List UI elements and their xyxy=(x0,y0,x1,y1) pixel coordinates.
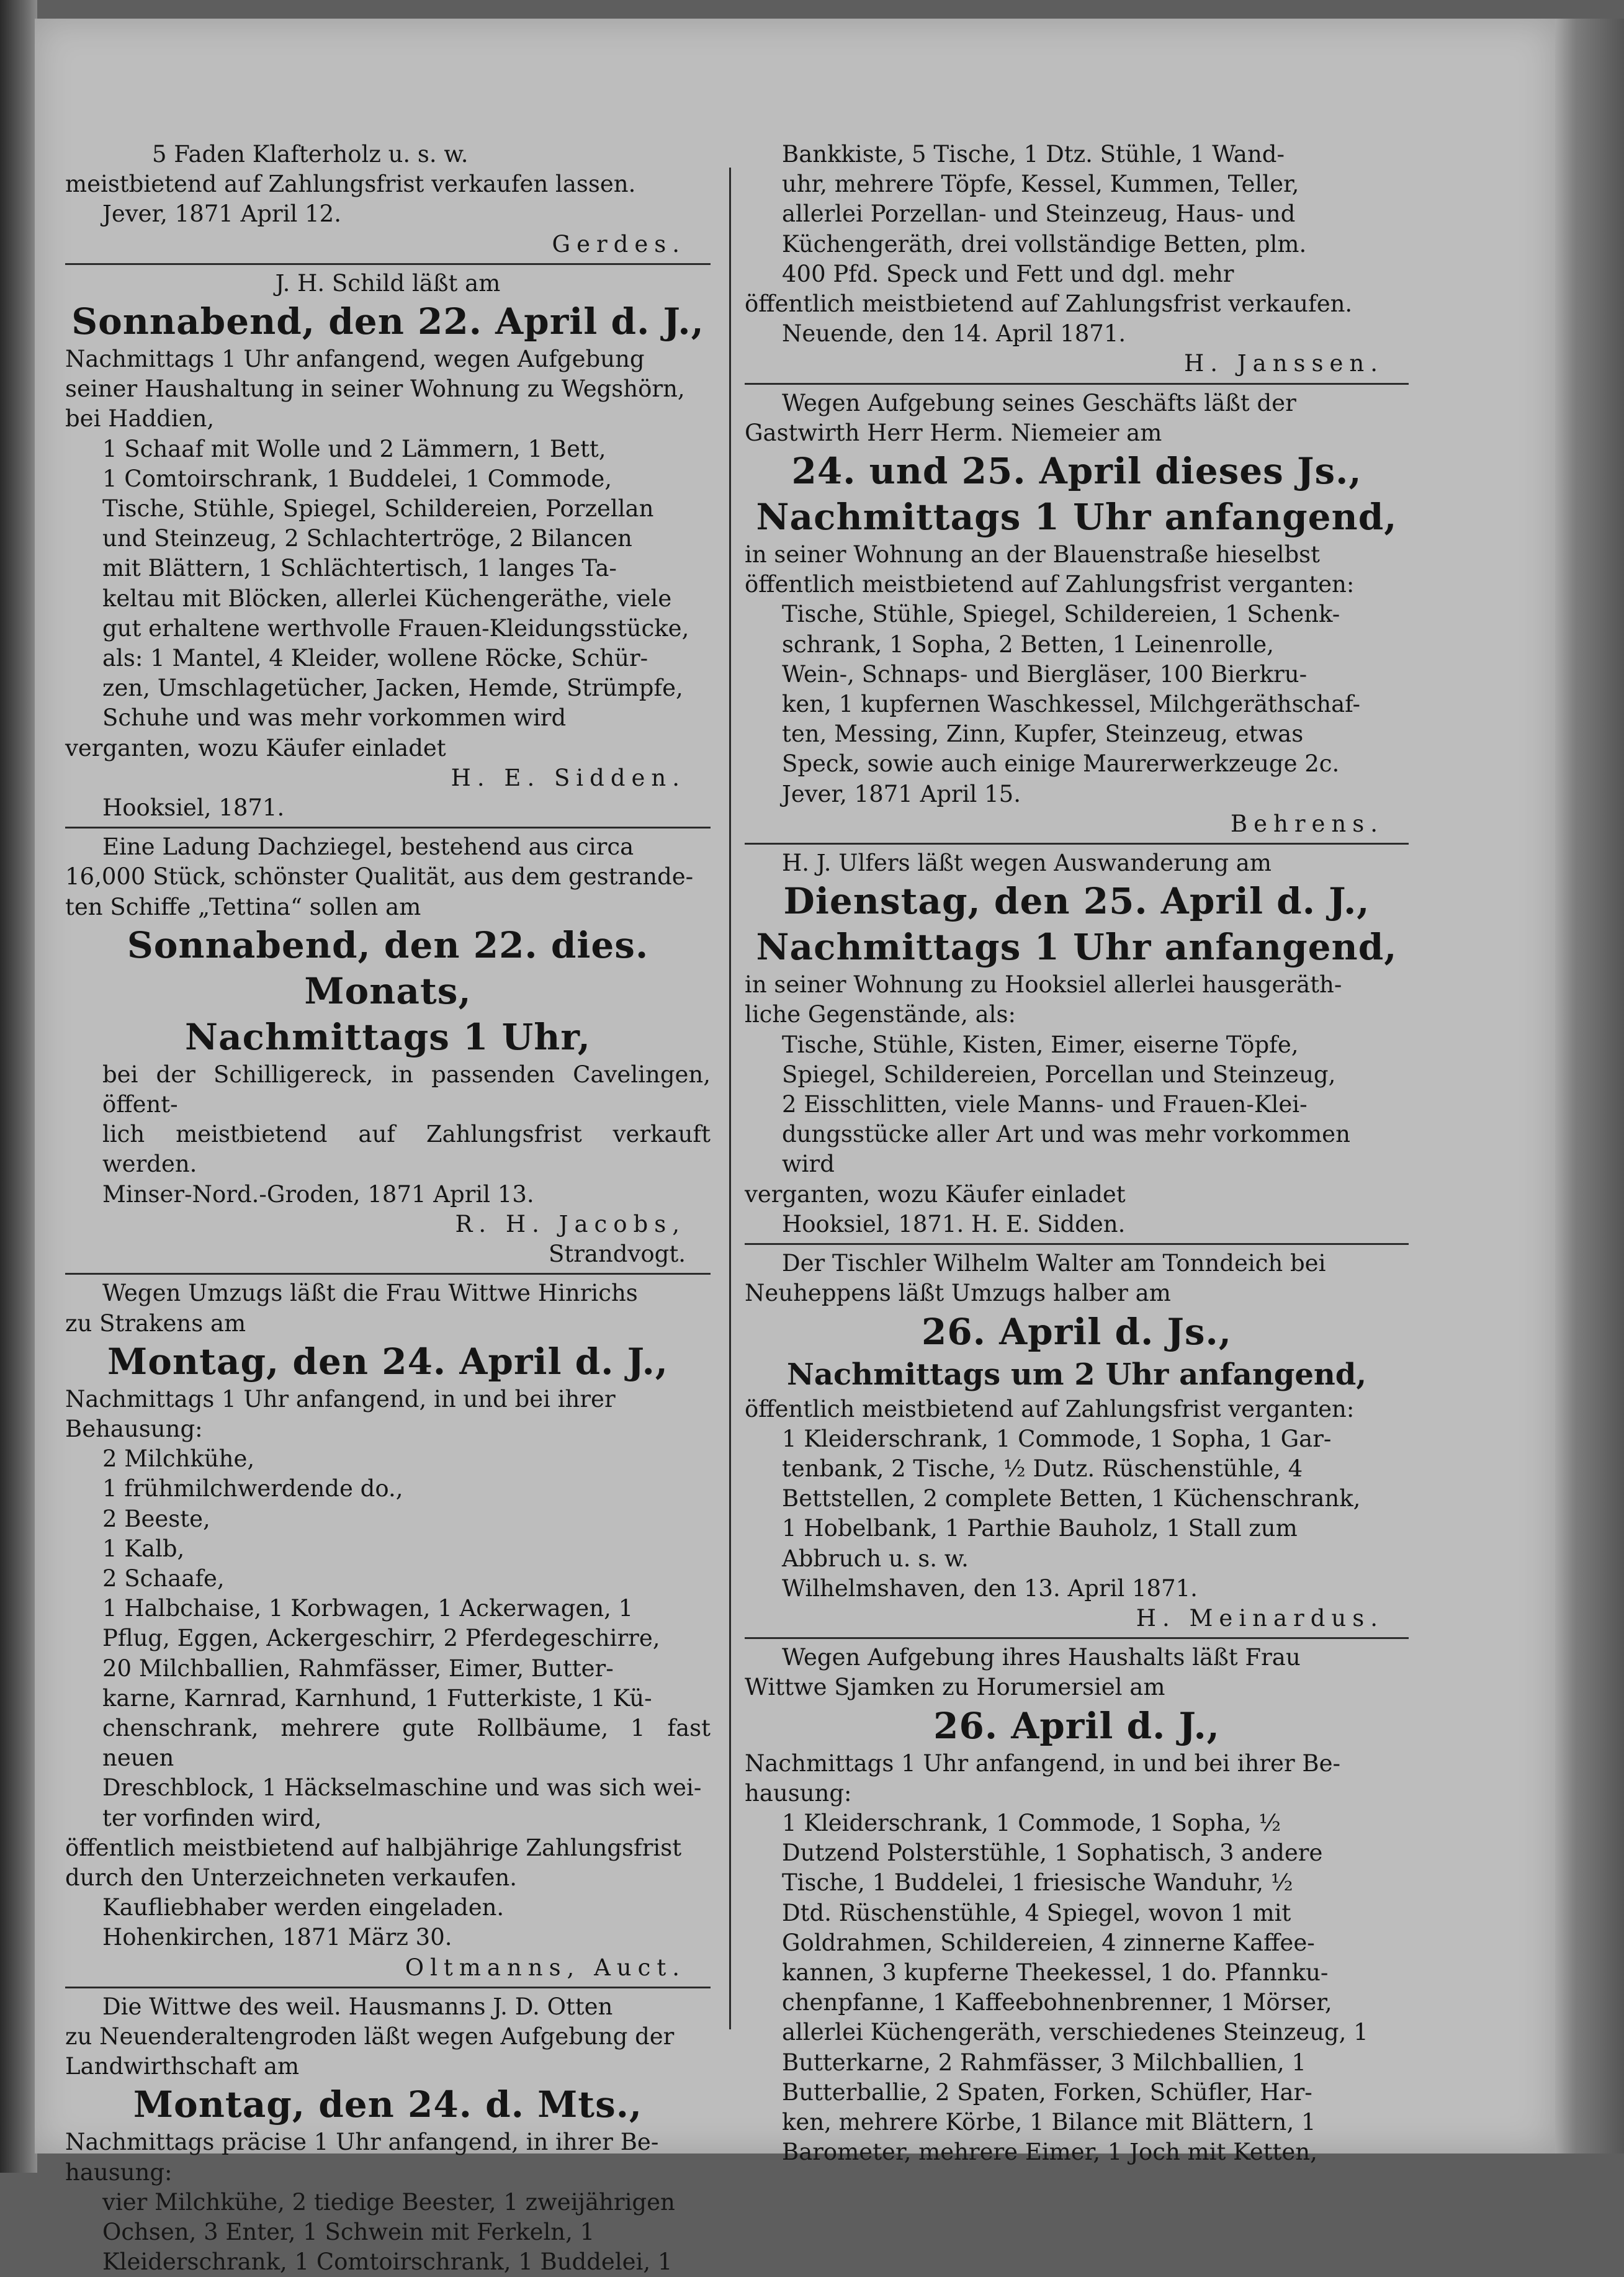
notice-line: öffentlich meistbietend auf Zahlungsfrist verganten: xyxy=(745,1395,1355,1422)
notice-line: 2 Eisschlitten, viele Manns- und Frauen-Klei- xyxy=(782,1091,1308,1118)
notice-date-headline: Nachmittags um 2 Uhr anfangend, xyxy=(786,1357,1367,1392)
notice-date-headline: 26. April d. Js., xyxy=(922,1310,1232,1353)
notice-date-headline: Nachmittags 1 Uhr, xyxy=(185,1015,591,1058)
notice-line: Dutzend Polsterstühle, 1 Sophatisch, 3 andere xyxy=(782,1839,1323,1867)
notice-line: 1 frühmilchwerdende do., xyxy=(102,1475,403,1502)
notice-line: Spiegel, Schildereien, Porcellan und Steinzeug, xyxy=(782,1061,1336,1088)
notice-line: zen, Umschlagetücher, Jacken, Hemde, Strümpfe, xyxy=(102,675,683,702)
notice-line: Nachmittags 1 Uhr anfangend, wegen Aufgebung xyxy=(65,346,645,373)
notice-line: kannen, 3 kupferne Theekessel, 1 do. Pfannku- xyxy=(782,1959,1329,1986)
auction-notice xyxy=(745,388,1409,839)
notice-signature: Behrens. xyxy=(1230,810,1384,837)
notice-line: 2 Beeste, xyxy=(102,1505,210,1532)
notice-line: Küchengeräth, drei vollständige Betten, plm. xyxy=(782,230,1307,258)
notice-line: hausung: xyxy=(745,1779,852,1807)
notice-signature: R. H. Jacobs, xyxy=(455,1210,686,1237)
notice-date-headline: Nachmittags 1 Uhr anfangend, xyxy=(756,926,1397,969)
notice-line: Kleiderschrank, 1 Comtoirschrank, 1 Buddelei, 1 xyxy=(102,2248,673,2276)
notice-line: lich meistbietend auf Zahlungsfrist verkauft werden. xyxy=(102,1121,711,1178)
notice-line: Strandvogt. xyxy=(549,1241,686,1268)
notice-line: 20 Milchballien, Rahmfässer, Eimer, Butter- xyxy=(102,1655,614,1682)
notice-line: Hooksiel, 1871. H. E. Sidden. xyxy=(782,1210,1126,1237)
ad-separator-rule xyxy=(745,843,1409,845)
notice-date-headline: Sonnabend, den 22. dies. Monats, xyxy=(127,923,649,1012)
notice-line: öffentlich meistbietend auf halbjährige Zahlungsfrist xyxy=(65,1834,682,1861)
auction-notice xyxy=(65,140,711,259)
notice-date-headline: 26. April d. J., xyxy=(933,1704,1220,1747)
notice-line: vier Milchkühe, 2 tiedige Beester, 1 zweijährigen xyxy=(102,2188,675,2216)
notice-line: in seiner Wohnung an der Blauenstraße hieselbst xyxy=(745,541,1320,568)
notice-signature: H. E. Sidden. xyxy=(451,764,686,791)
notice-line: verganten, wozu Käufer einladet xyxy=(65,734,446,761)
auction-notice xyxy=(65,832,711,1269)
notice-line: mit Blättern, 1 Schlächtertisch, 1 langes Ta- xyxy=(102,555,617,582)
notice-line: allerlei Küchengeräth, verschiedenes Steinzeug, 1 xyxy=(782,2019,1368,2046)
ad-separator-rule xyxy=(65,827,711,829)
notice-line: Dtd. Rüschenstühle, 4 Spiegel, wovon 1 mit xyxy=(782,1899,1291,1926)
notice-line: Bettstellen, 2 complete Betten, 1 Küchenschrank, xyxy=(782,1485,1361,1512)
notice-line: ken, mehrere Körbe, 1 Bilance mit Blättern, 1 xyxy=(782,2108,1316,2136)
notice-line: Abbruch u. s. w. xyxy=(782,1545,969,1572)
notice-line: uhr, mehrere Töpfe, Kessel, Kummen, Teller, xyxy=(782,171,1299,198)
notice-line: Wittwe Sjamken zu Horumersiel am xyxy=(745,1674,1165,1701)
notice-line: Nachmittags präcise 1 Uhr anfangend, in ihrer Be- xyxy=(65,2129,659,2156)
notice-line: hausung: xyxy=(65,2158,173,2186)
auction-notice xyxy=(745,848,1409,1239)
ad-separator-rule xyxy=(65,1987,711,1988)
notice-signature: Oltmanns, Auct. xyxy=(405,1954,686,1981)
auction-notice xyxy=(65,1278,711,1982)
notice-line: gut erhaltene werthvolle Frauen-Kleidungsstücke, xyxy=(102,614,689,642)
notice-line: chenpfanne, 1 Kaffeebohnenbrenner, 1 Mörser, xyxy=(782,1989,1332,2016)
notice-line: Wegen Aufgebung seines Geschäfts läßt der xyxy=(782,389,1296,416)
notice-line: Landwirthschaft am xyxy=(65,2053,300,2080)
notice-line: liche Gegenstände, als: xyxy=(745,1001,1016,1028)
notice-line: 1 Kleiderschrank, 1 Commode, 1 Sopha, 1 Gar- xyxy=(782,1425,1332,1452)
notice-date-headline: 24. und 25. April dieses Js., xyxy=(791,450,1362,493)
notice-line: Kaufliebhaber werden eingeladen. xyxy=(102,1894,505,1921)
auction-notice xyxy=(745,1643,1409,2167)
notice-line: Wegen Aufgebung ihres Haushalts läßt Frau xyxy=(782,1644,1301,1671)
notice-line: 1 Hobelbank, 1 Parthie Bauholz, 1 Stall zum xyxy=(782,1515,1298,1542)
notice-line: als: 1 Mantel, 4 Kleider, wollene Röcke, Schür- xyxy=(102,645,648,672)
notice-signature: Gerdes. xyxy=(552,230,686,258)
left-column xyxy=(65,140,711,2277)
notice-line: ken, 1 kupfernen Waschkessel, Milchgeräthschaf- xyxy=(782,691,1361,718)
notice-line: öffentlich meistbietend auf Zahlungsfrist verkaufen. xyxy=(745,290,1353,318)
notice-line: Behausung: xyxy=(65,1415,203,1442)
notice-line: karne, Karnrad, Karnhund, 1 Futterkiste, 1 Kü- xyxy=(102,1684,652,1712)
notice-line: keltau mit Blöcken, allerlei Küchengeräthe, viele xyxy=(102,585,672,612)
notice-line: ter vorfinden wird, xyxy=(102,1804,322,1831)
notice-line: 1 Schaaf mit Wolle und 2 Lämmern, 1 Bett, xyxy=(102,435,606,462)
notice-line: schrank, 1 Sopha, 2 Betten, 1 Leinenrolle, xyxy=(782,631,1274,658)
notice-line: meistbietend auf Zahlungsfrist verkaufen lassen. xyxy=(65,171,636,198)
notice-signature: H. Janssen. xyxy=(1184,350,1384,377)
right-column xyxy=(745,140,1409,2167)
notice-line: Tische, Stühle, Spiegel, Schildereien, 1 Schenk- xyxy=(782,601,1340,628)
auction-notice xyxy=(745,140,1409,379)
notice-line: Minser-Nord.-Groden, 1871 April 13. xyxy=(102,1180,534,1208)
notice-line: Butterkarne, 2 Rahmfässer, 3 Milchballien, 1 xyxy=(782,2049,1306,2076)
notice-line: seiner Haushaltung in seiner Wohnung zu Wegshörn, xyxy=(65,375,685,403)
notice-line: 2 Milchkühe, xyxy=(102,1445,255,1473)
notice-line: Wein-, Schnaps- und Biergläser, 100 Bierkru- xyxy=(782,660,1308,688)
notice-line: Tische, Stühle, Spiegel, Schildereien, Porzellan xyxy=(102,495,654,523)
ad-separator-rule xyxy=(65,1273,711,1275)
notice-line: J. H. Schild läßt am xyxy=(275,269,501,297)
ad-separator-rule xyxy=(745,383,1409,385)
notice-line: 2 Schaafe, xyxy=(102,1565,225,1592)
notice-line: Wilhelmshaven, den 13. April 1871. xyxy=(782,1574,1198,1602)
auction-notice xyxy=(65,269,711,823)
notice-line: Wegen Umzugs läßt die Frau Wittwe Hinrichs xyxy=(102,1280,638,1307)
notice-line: Jever, 1871 April 15. xyxy=(782,780,1021,807)
notice-line: und Steinzeug, 2 Schlachtertröge, 2 Bilancen xyxy=(102,525,632,552)
notice-line: zu Neuenderaltengroden läßt wegen Aufgebung der xyxy=(65,2023,675,2050)
auction-notice xyxy=(745,1249,1409,1633)
notice-line: 1 Kalb, xyxy=(102,1535,185,1562)
notice-line: Ochsen, 3 Enter, 1 Schwein mit Ferkeln, 1 xyxy=(102,2218,595,2245)
ad-separator-rule xyxy=(65,263,711,265)
notice-date-headline: Sonnabend, den 22. April d. J., xyxy=(71,300,704,343)
notice-line: Eine Ladung Dachziegel, bestehend aus circa xyxy=(102,833,634,861)
notice-line: Hohenkirchen, 1871 März 30. xyxy=(102,1924,452,1951)
notice-line: Pflug, Eggen, Ackergeschirr, 2 Pferdegeschirre, xyxy=(102,1625,660,1652)
notice-line: zu Strakens am xyxy=(65,1309,246,1337)
notice-line: Jever, 1871 April 12. xyxy=(102,200,341,228)
notice-date-headline: Dienstag, den 25. April d. J., xyxy=(783,880,1370,923)
notice-line: bei der Schilligereck, in passenden Cavelingen, öffent- xyxy=(102,1061,711,1118)
notice-line: in seiner Wohnung zu Hooksiel allerlei hausgeräth- xyxy=(745,971,1342,999)
notice-line: bei Haddien, xyxy=(65,405,215,433)
notice-line: 400 Pfd. Speck und Fett und dgl. mehr xyxy=(782,260,1234,287)
notice-line: Bankkiste, 5 Tische, 1 Dtz. Stühle, 1 Wand- xyxy=(782,141,1285,168)
notice-line: Hooksiel, 1871. xyxy=(102,794,285,822)
book-binding xyxy=(0,0,37,2173)
notice-line: Nachmittags 1 Uhr anfangend, in und bei ihrer Be- xyxy=(745,1749,1340,1777)
notice-line: Dreschblock, 1 Häckselmaschine und was sich wei- xyxy=(102,1774,702,1802)
notice-line: 1 Halbchaise, 1 Korbwagen, 1 Ackerwagen, 1 xyxy=(102,1595,634,1622)
notice-line: Barometer, mehrere Eimer, 1 Joch mit Ketten, xyxy=(782,2139,1317,2166)
notice-line: Die Wittwe des weil. Hausmanns J. D. Otten xyxy=(102,1993,613,2020)
notice-date-headline: Montag, den 24. d. Mts., xyxy=(133,2083,643,2126)
notice-line: Tische, 1 Buddelei, 1 friesische Wanduhr, ½ xyxy=(782,1869,1293,1897)
ad-separator-rule xyxy=(745,1243,1409,1245)
notice-line: Schuhe und was mehr vorkommen wird xyxy=(102,704,567,732)
notice-line: ten, Messing, Zinn, Kupfer, Steinzeug, etwas xyxy=(782,721,1304,748)
notice-line: 5 Faden Klafterholz u. s. w. xyxy=(152,141,469,168)
notice-line: tenbank, 2 Tische, ½ Dutz. Rüschenstühle, 4 xyxy=(782,1455,1303,1482)
notice-line: Neuheppens läßt Umzugs halber am xyxy=(745,1280,1171,1307)
notice-line: durch den Unterzeichneten verkaufen. xyxy=(65,1864,517,1891)
notice-line: 16,000 Stück, schönster Qualität, aus dem gestrande- xyxy=(65,863,694,891)
notice-line: ten Schiffe „Tettina“ sollen am xyxy=(65,893,421,920)
column-divider xyxy=(729,168,731,2029)
notice-line: Tische, Stühle, Kisten, Eimer, eiserne Töpfe, xyxy=(782,1031,1299,1058)
notice-line: Speck, sowie auch einige Maurerwerkzeuge 2c. xyxy=(782,750,1340,778)
notice-line: Neuende, den 14. April 1871. xyxy=(782,320,1126,348)
notice-line: H. J. Ulfers läßt wegen Auswanderung am xyxy=(782,850,1272,877)
notice-line: dungsstücke aller Art und was mehr vorkommen xyxy=(782,1121,1350,1148)
notice-line: 1 Kleiderschrank, 1 Commode, 1 Sopha, ½ xyxy=(782,1809,1281,1836)
notice-line: wird xyxy=(782,1151,835,1178)
ad-separator-rule xyxy=(745,1637,1409,1639)
notice-line: Goldrahmen, Schildereien, 4 zinnerne Kaffee- xyxy=(782,1929,1315,1956)
notice-line: Butterballie, 2 Spaten, Forken, Schüfler, Har- xyxy=(782,2078,1312,2106)
notice-line: Der Tischler Wilhelm Walter am Tonndeich bei xyxy=(782,1250,1326,1277)
notice-line: öffentlich meistbietend auf Zahlungsfrist verganten: xyxy=(745,571,1355,598)
notice-line: allerlei Porzellan- und Steinzeug, Haus- und xyxy=(782,200,1296,228)
notice-line: verganten, wozu Käufer einladet xyxy=(745,1180,1126,1208)
notice-date-headline: Montag, den 24. April d. J., xyxy=(107,1340,668,1383)
notice-line: chenschrank, mehrere gute Rollbäume, 1 fast neuen xyxy=(102,1714,711,1772)
notice-line: 1 Comtoirschrank, 1 Buddelei, 1 Commode, xyxy=(102,465,612,492)
auction-notice xyxy=(65,1992,711,2277)
notice-date-headline: Nachmittags 1 Uhr anfangend, xyxy=(756,496,1397,539)
page-edge xyxy=(1555,19,1624,2153)
notice-line: Gastwirth Herr Herm. Niemeier am xyxy=(745,419,1162,446)
notice-signature: H. Meinardus. xyxy=(1136,1604,1384,1632)
notice-line: Nachmittags 1 Uhr anfangend, in und bei ihrer xyxy=(65,1385,616,1412)
